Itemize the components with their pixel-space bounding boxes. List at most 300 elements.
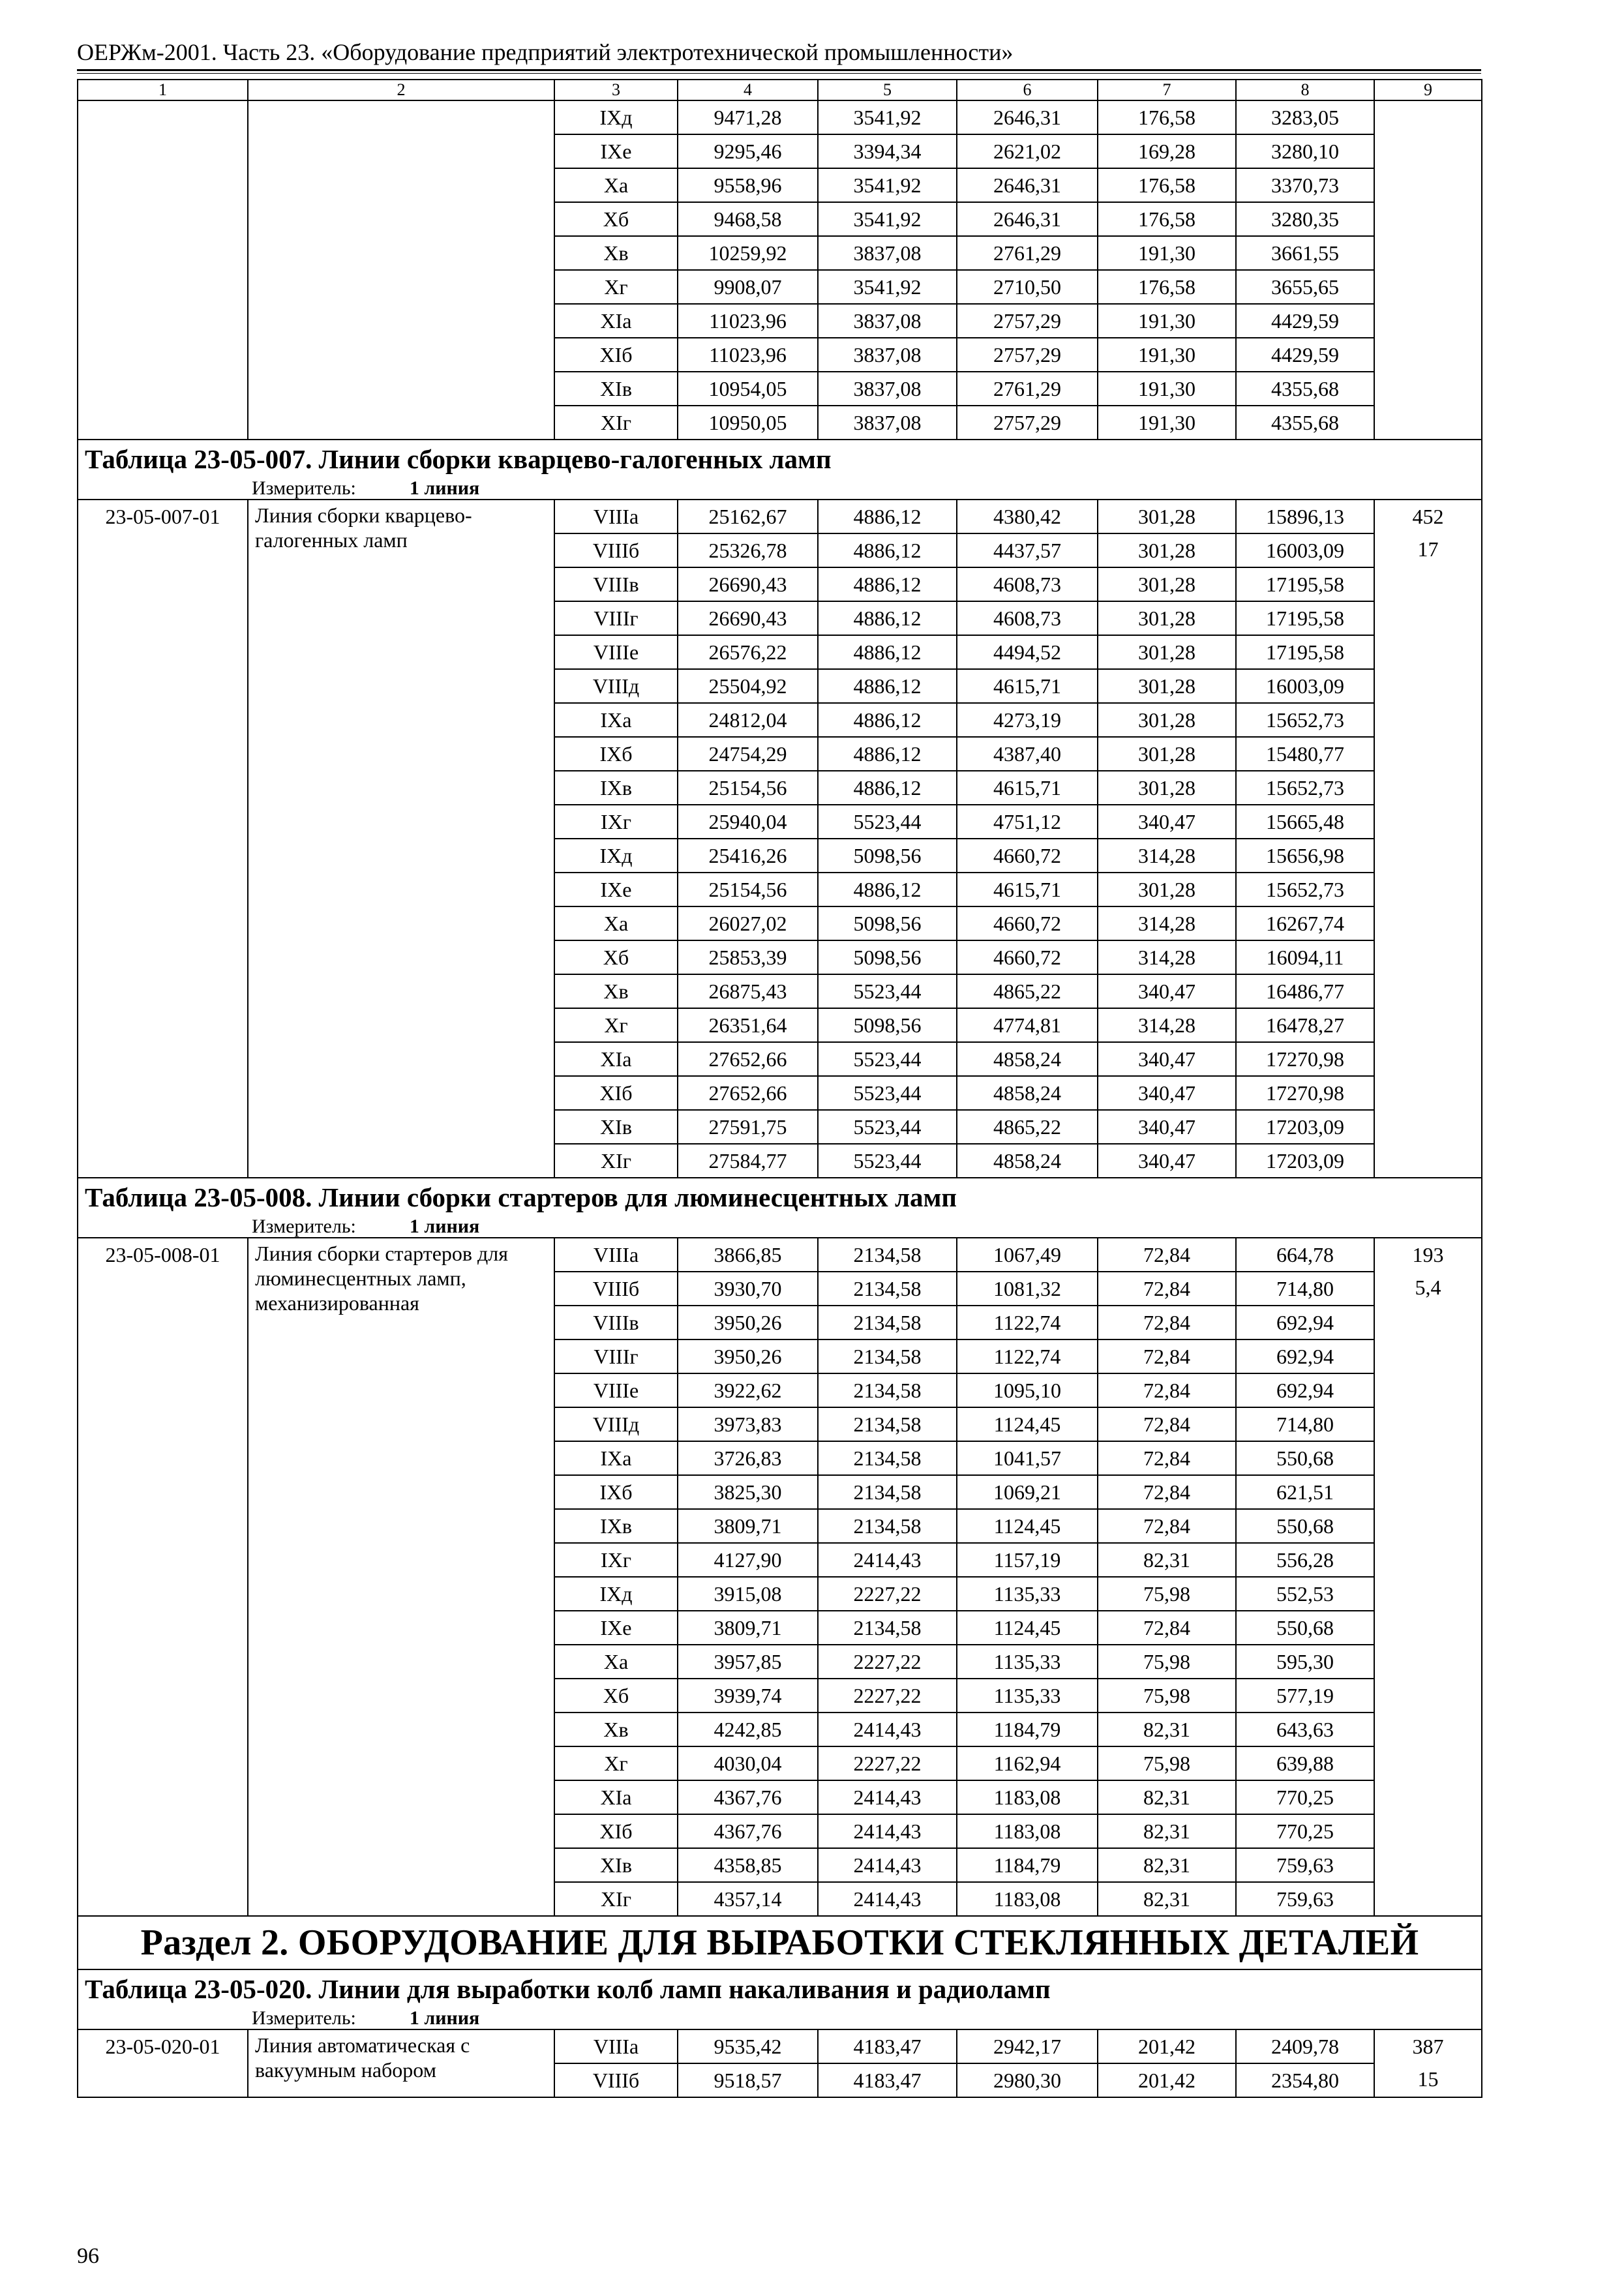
value-cell: 3283,05	[1236, 100, 1374, 134]
value-cell: 15665,48	[1236, 805, 1374, 839]
zone-cell: IXв	[554, 771, 678, 805]
value-cell: 4355,68	[1236, 406, 1374, 440]
value-cell: 2646,31	[957, 100, 1098, 134]
value-cell: 552,53	[1236, 1577, 1374, 1611]
value-cell: 5523,44	[818, 974, 957, 1008]
value-cell: 10259,92	[678, 236, 818, 270]
zone-cell: Xв	[554, 236, 678, 270]
value-cell: 26690,43	[678, 567, 818, 601]
value-cell: 5098,56	[818, 906, 957, 940]
value-cell: 2134,58	[818, 1339, 957, 1373]
zone-cell: VIIIе	[554, 1373, 678, 1407]
value-cell: 1135,33	[957, 1679, 1098, 1713]
value-cell: 2757,29	[957, 338, 1098, 372]
value-cell: 75,98	[1098, 1679, 1236, 1713]
value-cell: 3939,74	[678, 1679, 818, 1713]
value-cell: 4858,24	[957, 1144, 1098, 1178]
value-cell: 595,30	[1236, 1645, 1374, 1679]
value-cell: 72,84	[1098, 1339, 1236, 1373]
zone-cell: Xг	[554, 1008, 678, 1042]
extra-value: 387	[1412, 2035, 1444, 2058]
value-cell: 2134,58	[818, 1441, 957, 1475]
column-number: 5	[818, 80, 957, 100]
zone-cell: IXг	[554, 1543, 678, 1577]
value-cell: 27652,66	[678, 1042, 818, 1076]
value-cell: 3950,26	[678, 1306, 818, 1339]
value-cell: 4437,57	[957, 533, 1098, 567]
value-cell: 16003,09	[1236, 533, 1374, 567]
table-row	[78, 2029, 1482, 2063]
value-cell: 5523,44	[818, 1042, 957, 1076]
column-number: 6	[957, 80, 1098, 100]
zone-cell: IXд	[554, 1577, 678, 1611]
table-title: Таблица 23-05-020. Линии для выработки колб ламп накаливания и радиоламп	[78, 1969, 1482, 2008]
value-cell: 15896,13	[1236, 500, 1374, 533]
value-cell: 82,31	[1098, 1543, 1236, 1577]
value-cell: 621,51	[1236, 1475, 1374, 1509]
value-cell: 201,42	[1098, 2029, 1236, 2063]
header-rule	[77, 69, 1481, 71]
value-cell: 4660,72	[957, 906, 1098, 940]
value-cell: 550,68	[1236, 1509, 1374, 1543]
value-cell: 301,28	[1098, 703, 1236, 737]
value-cell: 3726,83	[678, 1441, 818, 1475]
value-cell: 4865,22	[957, 1110, 1098, 1144]
value-cell: 301,28	[1098, 567, 1236, 601]
value-cell: 770,25	[1236, 1814, 1374, 1848]
value-cell: 25853,39	[678, 940, 818, 974]
value-cell: 340,47	[1098, 1042, 1236, 1076]
value-cell: 176,58	[1098, 202, 1236, 236]
extra-value: 17	[1417, 537, 1439, 561]
value-cell: 550,68	[1236, 1441, 1374, 1475]
value-cell: 340,47	[1098, 1110, 1236, 1144]
value-cell: 17203,09	[1236, 1110, 1374, 1144]
value-cell: 82,31	[1098, 1814, 1236, 1848]
value-cell: 3837,08	[818, 372, 957, 406]
zone-cell: VIIIб	[554, 1272, 678, 1306]
zone-cell: Xв	[554, 1713, 678, 1746]
value-cell: 2414,43	[818, 1848, 957, 1882]
column-number: 7	[1098, 80, 1236, 100]
value-cell: 16003,09	[1236, 669, 1374, 703]
measure-label: Измеритель:	[252, 2008, 356, 2029]
extra-cell	[1374, 1238, 1482, 1916]
value-cell: 301,28	[1098, 771, 1236, 805]
value-cell: 16478,27	[1236, 1008, 1374, 1042]
zone-cell: IXе	[554, 873, 678, 906]
value-cell: 301,28	[1098, 635, 1236, 669]
value-cell: 4858,24	[957, 1076, 1098, 1110]
value-cell: 2980,30	[957, 2063, 1098, 2097]
value-cell: 2134,58	[818, 1611, 957, 1645]
value-cell: 11023,96	[678, 304, 818, 338]
value-cell: 1183,08	[957, 1814, 1098, 1848]
value-cell: 191,30	[1098, 304, 1236, 338]
column-number: 2	[248, 80, 554, 100]
value-cell: 5523,44	[818, 1110, 957, 1144]
value-cell: 1135,33	[957, 1577, 1098, 1611]
value-cell: 314,28	[1098, 839, 1236, 873]
value-cell: 9471,28	[678, 100, 818, 134]
table-row	[78, 100, 1482, 134]
value-cell: 16267,74	[1236, 906, 1374, 940]
zone-cell: VIIIа	[554, 500, 678, 533]
value-cell: 4183,47	[818, 2063, 957, 2097]
value-cell: 4242,85	[678, 1713, 818, 1746]
value-cell: 4357,14	[678, 1882, 818, 1916]
zone-cell: XIв	[554, 372, 678, 406]
table-row	[78, 500, 1482, 533]
value-cell: 3825,30	[678, 1475, 818, 1509]
table-title-row	[78, 1969, 1482, 2008]
page-header: ОЕРЖм-2001. Часть 23. «Оборудование предприятий электротехнической промышленности»	[77, 39, 1014, 65]
value-cell: 3957,85	[678, 1645, 818, 1679]
value-cell: 10950,05	[678, 406, 818, 440]
zone-cell: Xа	[554, 1645, 678, 1679]
value-cell: 16094,11	[1236, 940, 1374, 974]
value-cell: 1183,08	[957, 1882, 1098, 1916]
value-cell: 4660,72	[957, 940, 1098, 974]
value-cell: 15480,77	[1236, 737, 1374, 771]
value-cell: 4183,47	[818, 2029, 957, 2063]
zone-cell: XIа	[554, 1780, 678, 1814]
value-cell: 72,84	[1098, 1306, 1236, 1339]
value-cell: 4886,12	[818, 500, 957, 533]
value-cell: 301,28	[1098, 669, 1236, 703]
table-title-row	[78, 440, 1482, 478]
value-cell: 4886,12	[818, 771, 957, 805]
column-numbers-row	[78, 80, 1482, 100]
value-cell: 301,28	[1098, 737, 1236, 771]
value-cell: 2134,58	[818, 1272, 957, 1306]
value-cell: 9535,42	[678, 2029, 818, 2063]
value-cell: 25504,92	[678, 669, 818, 703]
value-cell: 169,28	[1098, 134, 1236, 168]
value-cell: 25326,78	[678, 533, 818, 567]
value-cell: 3541,92	[818, 100, 957, 134]
value-cell: 9558,96	[678, 168, 818, 202]
value-cell: 2757,29	[957, 304, 1098, 338]
value-cell: 27584,77	[678, 1144, 818, 1178]
value-cell: 340,47	[1098, 1076, 1236, 1110]
value-cell: 2414,43	[818, 1780, 957, 1814]
value-cell: 3837,08	[818, 236, 957, 270]
value-cell: 4367,76	[678, 1780, 818, 1814]
value-cell: 26875,43	[678, 974, 818, 1008]
value-cell: 2710,50	[957, 270, 1098, 304]
value-cell: 1069,21	[957, 1475, 1098, 1509]
value-cell: 72,84	[1098, 1407, 1236, 1441]
value-cell: 692,94	[1236, 1373, 1374, 1407]
value-cell: 314,28	[1098, 1008, 1236, 1042]
value-cell: 9295,46	[678, 134, 818, 168]
value-cell: 5098,56	[818, 1008, 957, 1042]
value-cell: 3837,08	[818, 338, 957, 372]
zone-cell: IXв	[554, 1509, 678, 1543]
zone-cell: IXб	[554, 737, 678, 771]
page-number: 96	[77, 2244, 99, 2268]
value-cell: 2134,58	[818, 1475, 957, 1509]
measure-cell	[78, 478, 1482, 500]
value-cell: 1162,94	[957, 1746, 1098, 1780]
value-cell: 2757,29	[957, 406, 1098, 440]
value-cell: 11023,96	[678, 338, 818, 372]
measure-label: Измеритель:	[252, 1216, 356, 1237]
value-cell: 692,94	[1236, 1339, 1374, 1373]
value-cell: 4886,12	[818, 567, 957, 601]
value-cell: 2646,31	[957, 168, 1098, 202]
value-cell: 1067,49	[957, 1238, 1098, 1272]
value-cell: 714,80	[1236, 1407, 1374, 1441]
value-cell: 3280,35	[1236, 202, 1374, 236]
value-cell: 3655,65	[1236, 270, 1374, 304]
value-cell: 191,30	[1098, 338, 1236, 372]
rates-table	[77, 79, 1482, 2098]
code-cell	[78, 100, 248, 440]
value-cell: 1124,45	[957, 1407, 1098, 1441]
value-cell: 25162,67	[678, 500, 818, 533]
value-cell: 72,84	[1098, 1373, 1236, 1407]
value-cell: 664,78	[1236, 1238, 1374, 1272]
value-cell: 2761,29	[957, 236, 1098, 270]
value-cell: 72,84	[1098, 1611, 1236, 1645]
measure-cell	[78, 2008, 1482, 2029]
value-cell: 72,84	[1098, 1238, 1236, 1272]
value-cell: 301,28	[1098, 500, 1236, 533]
value-cell: 314,28	[1098, 906, 1236, 940]
value-cell: 2134,58	[818, 1509, 957, 1543]
value-cell: 340,47	[1098, 1144, 1236, 1178]
value-cell: 1122,74	[957, 1306, 1098, 1339]
value-cell: 9908,07	[678, 270, 818, 304]
name-cell	[248, 100, 554, 440]
value-cell: 82,31	[1098, 1848, 1236, 1882]
value-cell: 3930,70	[678, 1272, 818, 1306]
value-cell: 176,58	[1098, 100, 1236, 134]
value-cell: 4608,73	[957, 601, 1098, 635]
zone-cell: XIг	[554, 406, 678, 440]
zone-cell: IXг	[554, 805, 678, 839]
value-cell: 17195,58	[1236, 567, 1374, 601]
value-cell: 759,63	[1236, 1882, 1374, 1916]
value-cell: 3541,92	[818, 168, 957, 202]
name-cell: Линия сборки стартеров для люминесцентных ламп, механизированная	[248, 1238, 554, 1916]
value-cell: 3922,62	[678, 1373, 818, 1407]
extra-value: 5,4	[1415, 1276, 1441, 1299]
value-cell: 4273,19	[957, 703, 1098, 737]
value-cell: 4886,12	[818, 533, 957, 567]
value-cell: 17203,09	[1236, 1144, 1374, 1178]
value-cell: 2942,17	[957, 2029, 1098, 2063]
value-cell: 714,80	[1236, 1272, 1374, 1306]
value-cell: 72,84	[1098, 1441, 1236, 1475]
value-cell: 3950,26	[678, 1339, 818, 1373]
value-cell: 4615,71	[957, 771, 1098, 805]
value-cell: 2227,22	[818, 1746, 957, 1780]
value-cell: 4358,85	[678, 1848, 818, 1882]
value-cell: 5523,44	[818, 1076, 957, 1110]
value-cell: 643,63	[1236, 1713, 1374, 1746]
value-cell: 759,63	[1236, 1848, 1374, 1882]
zone-cell: VIIIе	[554, 635, 678, 669]
measure-label: Измеритель:	[252, 478, 356, 499]
value-cell: 15652,73	[1236, 771, 1374, 805]
header-rule-thin	[77, 73, 1481, 74]
value-cell: 3973,83	[678, 1407, 818, 1441]
zone-cell: XIа	[554, 304, 678, 338]
value-cell: 17270,98	[1236, 1042, 1374, 1076]
zone-cell: VIIIа	[554, 1238, 678, 1272]
value-cell: 550,68	[1236, 1611, 1374, 1645]
value-cell: 4886,12	[818, 601, 957, 635]
value-cell: 3370,73	[1236, 168, 1374, 202]
value-cell: 4387,40	[957, 737, 1098, 771]
value-cell: 27591,75	[678, 1110, 818, 1144]
name-cell: Линия сборки кварцево-галогенных ламп	[248, 500, 554, 1178]
value-cell: 24812,04	[678, 703, 818, 737]
value-cell: 770,25	[1236, 1780, 1374, 1814]
value-cell: 4494,52	[957, 635, 1098, 669]
value-cell: 191,30	[1098, 406, 1236, 440]
value-cell: 2761,29	[957, 372, 1098, 406]
extra-cell	[1374, 100, 1482, 440]
value-cell: 340,47	[1098, 805, 1236, 839]
table-title-row	[78, 1178, 1482, 1216]
value-cell: 5098,56	[818, 940, 957, 974]
zone-cell: XIб	[554, 338, 678, 372]
zone-cell: VIIIд	[554, 669, 678, 703]
value-cell: 9518,57	[678, 2063, 818, 2097]
zone-cell: Xб	[554, 202, 678, 236]
value-cell: 191,30	[1098, 372, 1236, 406]
value-cell: 2414,43	[818, 1814, 957, 1848]
value-cell: 3280,10	[1236, 134, 1374, 168]
value-cell: 4030,04	[678, 1746, 818, 1780]
value-cell: 577,19	[1236, 1679, 1374, 1713]
measure-row	[78, 2008, 1482, 2029]
value-cell: 4660,72	[957, 839, 1098, 873]
value-cell: 1135,33	[957, 1645, 1098, 1679]
value-cell: 2414,43	[818, 1882, 957, 1916]
zone-cell: VIIIб	[554, 533, 678, 567]
value-cell: 3661,55	[1236, 236, 1374, 270]
measure-cell	[78, 1216, 1482, 1238]
zone-cell: Xв	[554, 974, 678, 1008]
extra-value: 452	[1412, 505, 1444, 528]
value-cell: 4858,24	[957, 1042, 1098, 1076]
zone-cell: Xб	[554, 1679, 678, 1713]
value-cell: 1124,45	[957, 1611, 1098, 1645]
value-cell: 3809,71	[678, 1611, 818, 1645]
measure-row	[78, 478, 1482, 500]
value-cell: 2621,02	[957, 134, 1098, 168]
zone-cell: VIIIд	[554, 1407, 678, 1441]
zone-cell: Xг	[554, 270, 678, 304]
value-cell: 1095,10	[957, 1373, 1098, 1407]
value-cell: 3809,71	[678, 1509, 818, 1543]
value-cell: 1081,32	[957, 1272, 1098, 1306]
value-cell: 82,31	[1098, 1713, 1236, 1746]
value-cell: 2134,58	[818, 1407, 957, 1441]
value-cell: 4615,71	[957, 873, 1098, 906]
value-cell: 27652,66	[678, 1076, 818, 1110]
value-cell: 4865,22	[957, 974, 1098, 1008]
value-cell: 201,42	[1098, 2063, 1236, 2097]
value-cell: 17270,98	[1236, 1076, 1374, 1110]
measure-row	[78, 1216, 1482, 1238]
value-cell: 3866,85	[678, 1238, 818, 1272]
code-cell: 23-05-008-01	[78, 1238, 248, 1916]
value-cell: 2227,22	[818, 1645, 957, 1679]
value-cell: 3541,92	[818, 270, 957, 304]
value-cell: 2227,22	[818, 1679, 957, 1713]
name-cell: Линия автоматическая с вакуумным набором	[248, 2029, 554, 2097]
value-cell: 4774,81	[957, 1008, 1098, 1042]
value-cell: 2227,22	[818, 1577, 957, 1611]
value-cell: 1041,57	[957, 1441, 1098, 1475]
value-cell: 2134,58	[818, 1238, 957, 1272]
value-cell: 3915,08	[678, 1577, 818, 1611]
table-row	[78, 1238, 1482, 1272]
value-cell: 191,30	[1098, 236, 1236, 270]
value-cell: 72,84	[1098, 1509, 1236, 1543]
value-cell: 1122,74	[957, 1339, 1098, 1373]
value-cell: 5523,44	[818, 805, 957, 839]
zone-cell: IXа	[554, 1441, 678, 1475]
value-cell: 24754,29	[678, 737, 818, 771]
value-cell: 4886,12	[818, 737, 957, 771]
zone-cell: XIб	[554, 1814, 678, 1848]
measure-unit: 1 линия	[409, 2008, 480, 2029]
value-cell: 4127,90	[678, 1543, 818, 1577]
value-cell: 75,98	[1098, 1746, 1236, 1780]
zone-cell: XIа	[554, 1042, 678, 1076]
value-cell: 82,31	[1098, 1780, 1236, 1814]
value-cell: 2134,58	[818, 1373, 957, 1407]
value-cell: 10954,05	[678, 372, 818, 406]
value-cell: 75,98	[1098, 1645, 1236, 1679]
value-cell: 3837,08	[818, 304, 957, 338]
zone-cell: XIв	[554, 1110, 678, 1144]
value-cell: 3541,92	[818, 202, 957, 236]
value-cell: 17195,58	[1236, 601, 1374, 635]
table-body	[78, 80, 1482, 2097]
value-cell: 26690,43	[678, 601, 818, 635]
measure-unit: 1 линия	[409, 1216, 480, 1237]
zone-cell: Xб	[554, 940, 678, 974]
value-cell: 3837,08	[818, 406, 957, 440]
value-cell: 5523,44	[818, 1144, 957, 1178]
value-cell: 25416,26	[678, 839, 818, 873]
value-cell: 556,28	[1236, 1543, 1374, 1577]
value-cell: 72,84	[1098, 1272, 1236, 1306]
zone-cell: IXб	[554, 1475, 678, 1509]
extra-cell	[1374, 500, 1482, 1178]
zone-cell: VIIIв	[554, 567, 678, 601]
value-cell: 2134,58	[818, 1306, 957, 1339]
section-title: Раздел 2. ОБОРУДОВАНИЕ ДЛЯ ВЫРАБОТКИ СТЕКЛЯННЫХ ДЕТАЛЕЙ	[78, 1916, 1482, 1969]
value-cell: 4886,12	[818, 873, 957, 906]
zone-cell: XIг	[554, 1882, 678, 1916]
zone-cell: IXе	[554, 1611, 678, 1645]
value-cell: 4429,59	[1236, 304, 1374, 338]
value-cell: 2414,43	[818, 1713, 957, 1746]
zone-cell: Xг	[554, 1746, 678, 1780]
value-cell: 692,94	[1236, 1306, 1374, 1339]
zone-cell: IXе	[554, 134, 678, 168]
value-cell: 314,28	[1098, 940, 1236, 974]
